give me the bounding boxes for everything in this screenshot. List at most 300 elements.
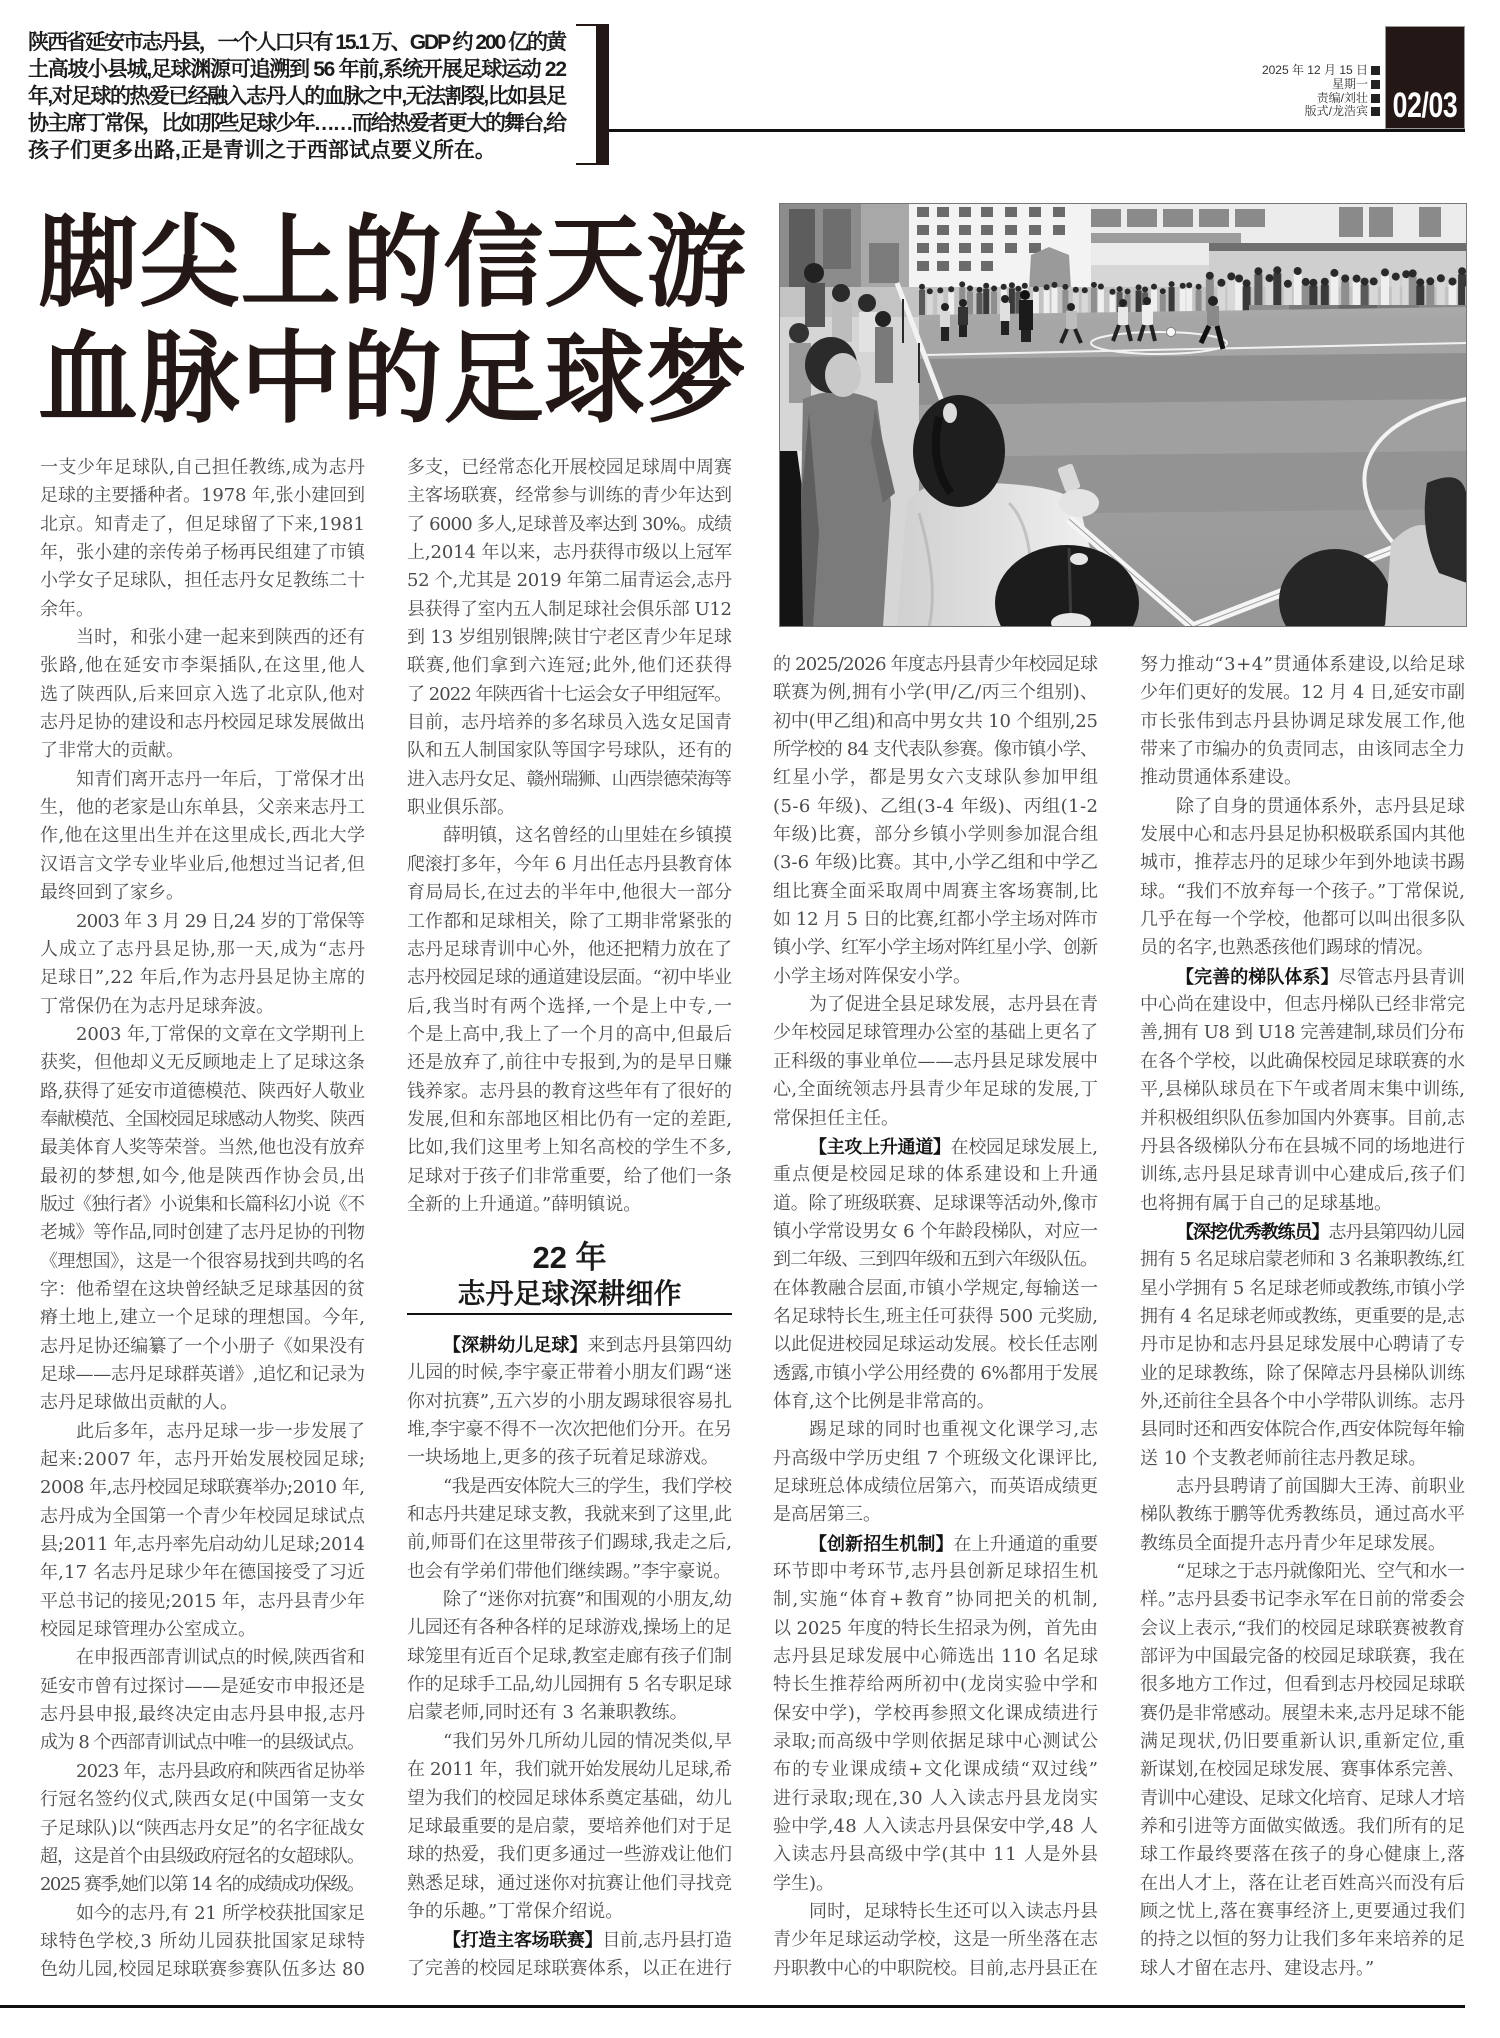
line-text: 上,2014 年以来，志丹获得市级以上冠军 <box>407 542 732 564</box>
text-line <box>40 1843 365 1871</box>
text-line <box>40 511 365 539</box>
text-line-content <box>76 1903 365 1924</box>
spectator <box>1052 288 1058 317</box>
spectator-head <box>1416 278 1424 286</box>
page-number: 02/03 <box>1392 86 1458 125</box>
spectator-head <box>1082 287 1088 293</box>
text-line-content <box>407 967 732 988</box>
line-text: 最初的梦想,如今,他是陕西作协会员,出 <box>40 1165 367 1187</box>
line-text: 启蒙老师,同时还有 3 名兼职教练。 <box>407 1702 688 1724</box>
paragraph <box>40 624 365 766</box>
text-line <box>773 1558 1098 1586</box>
text-line-content <box>773 1788 1099 1809</box>
line-text: 进行录取;现在,30 人入读志丹县龙岗实 <box>773 1787 1099 1809</box>
line-text: 小学女子足球队，担任志丹女足教练二十 <box>40 570 366 592</box>
text-line <box>773 1445 1098 1473</box>
text-line <box>40 1021 365 1049</box>
text-line-content <box>407 1052 732 1073</box>
intro-line <box>28 29 567 56</box>
line-text: “我们另外几所幼儿园的情况类似,早 <box>443 1730 733 1752</box>
line-text: 送 10 个支教老师前往志丹教足球。 <box>1140 1447 1427 1469</box>
line-text: 最美体育人奖等荣誉。当然,他也没有放弃 <box>40 1137 365 1159</box>
text-line <box>40 1815 365 1843</box>
spectator-head <box>1117 286 1123 292</box>
text-line <box>407 1785 732 1813</box>
line-text: 多支，已经常态化开展校园足球周中周赛 <box>407 457 733 478</box>
text-line <box>407 964 732 992</box>
text-line <box>773 736 1098 764</box>
text-line-content <box>773 1278 1098 1299</box>
line-text: 县;2011 年,志丹率先启动幼儿足球;2014 <box>40 1534 365 1556</box>
text-line <box>1140 736 1465 764</box>
line-text: 超，这是首个由县级政府冠名的女超球队。 <box>40 1845 365 1867</box>
text-line <box>1140 1615 1465 1643</box>
section-heading-title: 志丹足球深耕细作 <box>457 1278 682 1309</box>
text-line <box>407 624 732 652</box>
text-line <box>407 1529 732 1557</box>
text-line <box>1140 849 1465 877</box>
spectator <box>1044 290 1050 317</box>
text-line <box>40 567 365 595</box>
line-text: 足球班总体成绩位居第六，而英语成绩更 <box>773 1475 1099 1497</box>
text-line <box>1140 1955 1465 1983</box>
text-line <box>40 482 365 510</box>
line-text: 球特色学校,3 所幼儿园获批国家足球特 <box>40 1930 366 1952</box>
text-line-content <box>773 1844 1099 1865</box>
text-line-content <box>1140 1249 1464 1270</box>
line-text: 职业俱乐部。 <box>407 797 515 819</box>
text-line <box>407 766 732 794</box>
paragraph <box>40 1900 365 1985</box>
text-line <box>1140 1473 1465 1501</box>
spectator-head <box>1052 282 1058 288</box>
text-line <box>407 1078 732 1106</box>
text-line <box>40 1956 365 1984</box>
text-line <box>40 652 365 680</box>
line-text: 一支少年足球队,自己担任教练,成为志丹 <box>40 457 366 478</box>
line-text: 也将拥有属于自己的足球基地。 <box>1140 1192 1392 1214</box>
text-line-content <box>40 1279 365 1300</box>
line-text: 志丹县足球发展中心筛选出 110 名足球 <box>773 1646 1099 1668</box>
line-text: 教练员全面提升志丹青少年足球发展。 <box>1140 1532 1446 1554</box>
line-text: 儿园还有各种各样的足球游戏,操场上的足 <box>407 1617 732 1639</box>
paragraph <box>407 454 732 822</box>
text-line <box>40 1191 365 1219</box>
text-line <box>40 1276 365 1304</box>
spectator-head <box>1381 268 1389 276</box>
line-text: 样。”志丹县委书记李永军在日前的常委会 <box>1140 1589 1466 1611</box>
text-line-content <box>407 627 732 648</box>
text-line-content <box>407 1166 732 1187</box>
article-intro <box>28 29 567 164</box>
line-text: 延安市曾有过探讨——是延安市申报还是 <box>40 1675 366 1697</box>
paragraph <box>40 1021 365 1418</box>
text-line-content <box>1140 1419 1465 1440</box>
intro-line-text: 土高坡小县城,足球渊源可追溯到 56 年前,系统开展足球运动 22 <box>28 58 566 81</box>
text-line <box>1140 1558 1465 1586</box>
text-line <box>407 1106 732 1134</box>
text-line-content <box>443 1335 732 1356</box>
issue-date <box>1180 64 1380 78</box>
text-line-content <box>773 1873 834 1894</box>
line-text: 少年们更好的发展。12 月 4 日,延安市副 <box>1140 682 1465 704</box>
paragraph <box>1140 1558 1465 1983</box>
spectator-head <box>1009 282 1015 288</box>
headline-line-2 <box>38 320 746 436</box>
text-line <box>407 482 732 510</box>
text-line <box>40 1588 365 1616</box>
text-line <box>1140 1388 1465 1416</box>
text-line-content <box>1140 937 1434 958</box>
text-line-content <box>407 1081 732 1102</box>
paragraph <box>773 1898 1098 1983</box>
text-line <box>773 1955 1098 1983</box>
text-line <box>1140 963 1465 991</box>
paragraph <box>407 1728 732 1926</box>
text-line-content <box>1140 1646 1465 1667</box>
line-text: 部评为中国最完备的校园足球联赛，我在 <box>1140 1646 1466 1668</box>
text-line-content <box>773 1363 1098 1384</box>
text-line <box>773 1728 1098 1756</box>
headline-line-2-text: 血脉中的足球梦 <box>38 319 748 437</box>
text-line-content <box>1140 1306 1465 1327</box>
text-line <box>773 1161 1098 1189</box>
text-line <box>1140 1756 1465 1784</box>
text-line-content <box>40 797 365 818</box>
text-line <box>773 1530 1098 1558</box>
text-line-content <box>40 1137 365 1158</box>
intro-bracket-bar <box>596 25 609 165</box>
line-text: 球的热爱，我们更多通过一些游戏让他们 <box>407 1844 733 1866</box>
text-line <box>773 1360 1098 1388</box>
paragraph <box>773 1416 1098 1529</box>
text-line <box>40 539 365 567</box>
spectator-head <box>1309 279 1317 287</box>
line-text: 全新的上升通道。”薛明镇说。 <box>407 1193 642 1215</box>
spectator-head <box>1284 280 1292 288</box>
text-line-content <box>773 1561 1099 1582</box>
text-line-content <box>40 1166 366 1187</box>
spectator-head <box>1062 284 1068 290</box>
spectator-head <box>1294 267 1302 275</box>
section-heading-rule <box>407 1313 732 1315</box>
line-text: 所学校的 84 支代表队参赛。像市镇小学、 <box>773 739 1098 761</box>
text-line-content <box>773 1448 1098 1469</box>
text-line-content <box>773 1334 1098 1355</box>
text-line <box>407 1898 732 1926</box>
spectator-head <box>919 284 925 290</box>
text-line-content <box>40 825 365 846</box>
text-line-content <box>40 599 94 620</box>
line-text: 员的名字,也熟悉孩他们踢球的情况。 <box>1140 937 1434 959</box>
booth <box>1029 247 1071 289</box>
text-line-content <box>1140 1164 1465 1185</box>
text-line-content <box>407 1702 688 1723</box>
line-text: 丹县各级梯队分布在县城不同的场地进行 <box>1140 1135 1466 1157</box>
text-line-content <box>443 1731 732 1752</box>
text-line-content <box>773 1504 881 1525</box>
line-text: 学生)。 <box>773 1872 835 1894</box>
line-text: 志丹足球做出贡献的人。 <box>40 1392 238 1414</box>
text-line <box>773 1019 1098 1047</box>
line-text: 的持之以恒的努力让我们多年来培养的足 <box>1140 1929 1466 1951</box>
article-column-4 <box>1140 651 1465 1983</box>
text-line-content <box>1140 1193 1392 1214</box>
text-line <box>773 1416 1098 1444</box>
line-text: 平总书记的接见;2015 年，志丹县青少年 <box>40 1590 365 1612</box>
line-text: 2023 年，志丹县政府和陕西省足协举 <box>76 1760 365 1782</box>
article-column-2-continued <box>407 1331 732 1983</box>
headline <box>38 204 746 436</box>
text-line-content <box>40 1818 365 1839</box>
line-text: 个是上高中,我上了一个月的高中,但最后 <box>407 1023 733 1045</box>
text-line <box>407 1926 732 1954</box>
text-line <box>773 1813 1098 1841</box>
section-lead-label: 【完善的梯队体系】 <box>1176 966 1339 987</box>
text-line-content <box>809 994 1098 1015</box>
text-line-content <box>76 1024 365 1045</box>
text-line-content <box>1140 852 1465 873</box>
line-text: 新谋划,在校园足球发展、赛事体系完善、 <box>1140 1759 1465 1781</box>
text-line <box>773 1671 1098 1699</box>
text-line <box>1140 1586 1465 1614</box>
line-text: 2003 年,丁常保的文章在文学期刊上 <box>76 1023 365 1045</box>
text-line-content <box>407 1419 732 1440</box>
spectator-head <box>927 288 933 294</box>
text-line-content <box>773 739 1097 760</box>
page-meta <box>1180 64 1380 119</box>
text-line-content <box>1140 824 1465 845</box>
line-text: 足球——志丹足球群英谱》,追忆和记录为 <box>40 1364 365 1385</box>
spectator-head <box>1341 275 1349 283</box>
line-text: 到二年级、三到四年级和五到六年级队伍。 <box>773 1249 1098 1271</box>
line-text: 球。“我们不放弃每一个孩子。”丁常保说, <box>1140 880 1466 902</box>
line-text: 志丹成为全国第一个青少年校园足球试点 <box>40 1505 366 1527</box>
text-line-content <box>773 1079 1098 1100</box>
spectator-head <box>1151 284 1157 290</box>
text-line-content <box>773 1164 1099 1185</box>
text-line <box>407 936 732 964</box>
paragraph <box>773 651 1098 991</box>
text-line-content <box>407 1391 732 1412</box>
issue-date-text: 2025 年 12 月 15 日 <box>1261 63 1368 77</box>
text-line-content <box>773 1618 1098 1639</box>
issue-weekday <box>1180 78 1380 92</box>
spectator-head <box>959 281 965 287</box>
line-text: 小学主场对阵保安小学。 <box>773 965 971 987</box>
text-line <box>1140 1360 1465 1388</box>
line-text: 育局局长,在过去的半年中,他很大一部分 <box>407 882 733 904</box>
text-line <box>773 906 1098 934</box>
text-line <box>40 851 365 879</box>
text-line <box>773 1048 1098 1076</box>
text-line-content <box>40 684 365 705</box>
text-line <box>40 1644 365 1672</box>
text-line-content <box>40 514 365 535</box>
line-text: 余年。 <box>40 598 94 620</box>
line-text: 推动贯通体系建设。 <box>1140 767 1302 789</box>
text-line <box>40 1333 365 1361</box>
text-line <box>40 1049 365 1077</box>
intro-line <box>28 56 567 83</box>
line-text: 除了“迷你对抗赛”和围观的小朋友,幼 <box>443 1589 732 1611</box>
spectator-head <box>1409 269 1417 277</box>
text-line-content <box>773 1674 1099 1695</box>
text-line <box>1140 764 1465 792</box>
text-line <box>407 1643 732 1671</box>
line-text: 丹市足协和志丹县足球发展中心聘请了专 <box>1140 1334 1466 1356</box>
spectator-head <box>1169 281 1175 287</box>
text-line-content <box>1140 1533 1446 1554</box>
text-line-content <box>40 1732 364 1753</box>
text-line-content <box>773 1391 995 1412</box>
text-line-content <box>40 1534 365 1555</box>
line-text: 录取;而高级中学则依据足球中心测试公 <box>773 1731 1099 1753</box>
text-line <box>773 1926 1098 1954</box>
text-line <box>40 1673 365 1701</box>
line-text: 队和五人制国家队等国字号球队，还有的 <box>407 740 733 762</box>
page-number-box <box>1385 26 1465 129</box>
line-text: 正科级的事业单位——志丹县足球发展中 <box>773 1050 1099 1072</box>
text-line <box>40 1106 365 1134</box>
line-text: 志丹足协的建设和志丹校园足球发展做出 <box>40 712 366 734</box>
text-line <box>773 1898 1098 1926</box>
spectator-head <box>1392 273 1400 281</box>
text-line-content <box>40 854 365 875</box>
text-line-content <box>1140 1618 1465 1639</box>
text-line <box>407 879 732 907</box>
line-text: 张路,他在延安市李渠插队,在这里,他人 <box>40 655 367 677</box>
line-text: 初中(甲乙组)和高中男女共 10 个组别,25 <box>773 710 1098 732</box>
text-line-content <box>1176 1222 1464 1243</box>
text-line <box>407 709 732 737</box>
spectator-head <box>1033 286 1039 292</box>
line-text: 城市，推荐志丹的足球少年到外地读书踢 <box>1140 852 1466 874</box>
line-text: 工作都和足球相关，除了工期非常紧张的 <box>407 910 733 932</box>
text-line <box>40 681 365 709</box>
text-line-content <box>1140 1788 1464 1809</box>
text-line <box>407 511 732 539</box>
line-text: 道。除了班级联赛、足球课等活动外,像市 <box>773 1192 1098 1214</box>
text-line-content <box>1140 994 1465 1015</box>
text-line <box>773 1643 1098 1671</box>
text-line-content <box>40 1052 365 1073</box>
text-line-content <box>773 1589 1100 1610</box>
text-line <box>407 1444 732 1472</box>
text-line-content <box>773 937 1097 958</box>
line-text: “足球之于志丹就像阳光、空气和水一 <box>1176 1561 1465 1582</box>
text-line-content <box>407 769 731 790</box>
line-text: 在上升通道的重要 <box>953 1533 1099 1555</box>
line-text: 透露,市镇小学公用经费的 6%都用于发展 <box>773 1362 1098 1384</box>
line-text: 带来了市编办的负责同志，由该同志全力 <box>1140 739 1466 761</box>
text-line-content <box>40 1364 365 1385</box>
line-text: 瘠土地上,建立一个足球的理想国。今年, <box>40 1307 366 1329</box>
text-line <box>1140 1870 1465 1898</box>
line-text: 在体教融合层面,市镇小学规定,每输送一 <box>773 1277 1099 1299</box>
text-line-content <box>1140 1759 1465 1780</box>
line-text: 县获得了室内五人制足球社会俱乐部 U12 <box>407 598 732 620</box>
text-line <box>40 1871 365 1899</box>
player <box>958 299 968 337</box>
line-text: 联赛,他们拿到六连冠;此外,他们还获得 <box>407 655 734 677</box>
spectator-head <box>1044 284 1050 290</box>
text-line <box>1140 793 1465 821</box>
spectator-head <box>1110 289 1116 295</box>
text-line <box>407 1501 732 1529</box>
paragraph <box>407 822 732 1219</box>
text-line <box>1140 1218 1465 1246</box>
line-text: 组比赛全面采取周中周赛主客场赛制,比 <box>773 880 1099 902</box>
line-text: 获奖，但他却义无反顾地走上了足球这条 <box>40 1052 366 1074</box>
text-line <box>40 993 365 1021</box>
text-line-content <box>809 1419 1099 1440</box>
line-text: 和志丹共建足球支教，我就来到了这里,此 <box>407 1504 732 1526</box>
line-text: 平,县梯队球员在下午或者周末集中训练, <box>1140 1079 1466 1101</box>
text-line-content <box>1140 682 1465 703</box>
text-line-content <box>40 485 365 506</box>
line-text: 年级)比赛，部分乡镇小学则参加混合组 <box>773 824 1099 846</box>
spectator-head <box>1243 279 1251 287</box>
line-text: 来到志丹县第四幼 <box>587 1335 733 1356</box>
text-line <box>407 1813 732 1841</box>
text-line-content <box>407 797 515 818</box>
text-line-content <box>1140 1844 1466 1865</box>
line-text: 特长生推荐给两所初中(龙岗实验中学和 <box>773 1674 1099 1696</box>
text-line-content <box>40 712 365 733</box>
notice-board <box>869 243 899 283</box>
text-line-content <box>1140 1363 1465 1384</box>
text-line <box>407 1841 732 1869</box>
text-line-content <box>1140 1816 1465 1837</box>
text-line-content <box>1176 1476 1465 1497</box>
text-line <box>407 1473 732 1501</box>
line-text: 尽管志丹县青训 <box>1338 966 1466 988</box>
text-line <box>40 1616 365 1644</box>
layout-editor <box>1180 105 1380 119</box>
text-line-content <box>40 1477 365 1498</box>
text-line-content <box>809 1534 1098 1555</box>
line-text: 丁常保仍在为志丹足球奔波。 <box>40 995 274 1017</box>
line-text: 足球的主要播种者。1978 年,张小建回到 <box>40 485 365 507</box>
text-line-content <box>443 1589 732 1610</box>
spectator-head <box>1353 275 1361 283</box>
text-line-content <box>773 1646 1098 1667</box>
text-line-content <box>443 825 732 846</box>
text-line-content <box>809 1137 1098 1158</box>
line-text: 如 12 月 5 日的比赛,红都小学主场对阵市 <box>773 909 1098 931</box>
text-line <box>1140 1105 1465 1133</box>
player <box>940 303 950 341</box>
text-line-content <box>407 996 733 1017</box>
text-line-content <box>773 1958 1098 1979</box>
paragraph <box>40 1418 365 1645</box>
paragraph <box>1140 1473 1465 1558</box>
text-line-content <box>1140 909 1465 930</box>
text-line-content <box>76 627 365 648</box>
text-line-content <box>773 1929 1098 1950</box>
text-line-content <box>1140 1873 1465 1894</box>
spectator-head <box>937 287 943 293</box>
text-line <box>773 708 1098 736</box>
spectator-head <box>1217 279 1225 287</box>
line-text: 县同时还和西安体院合作,西安体院每年输 <box>1140 1419 1465 1441</box>
section-lead-label: 【深耕幼儿足球】 <box>443 1335 588 1355</box>
text-line-content <box>40 967 365 988</box>
text-line <box>407 1049 732 1077</box>
line-text: 钱养家。志丹县的教育这些年有了很好的 <box>407 1080 733 1102</box>
text-line <box>1140 1813 1465 1841</box>
